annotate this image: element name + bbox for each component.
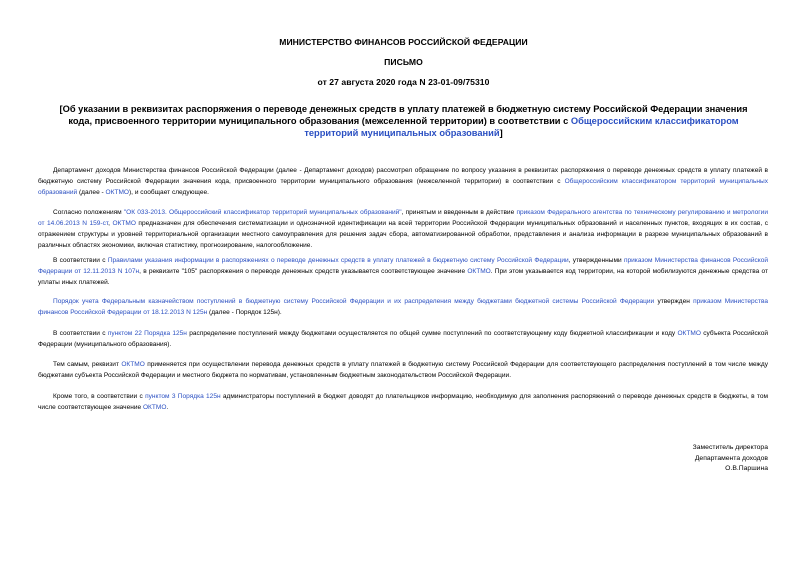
signature-name: О.В.Паршина [725,465,768,473]
ministry-heading: МИНИСТЕРСТВО ФИНАНСОВ РОССИЙСКОЙ ФЕДЕРАЦИИ [279,37,528,47]
paragraph-text: Департамент доходов Министерства финансов Российской Федерации (далее - Департамент доходов) рассмотрел обращение по вопросу указания в реквизитах распоряжения о переводе денежных средств в уплату платежей в бюджетную систему Российской Федерации значения кода, присвоенного территории муниципального образования (межселенной территории) в соответствии с [38,167,768,185]
paragraph-text: (далее - [77,188,106,196]
link-oktmo[interactable]: ОКТМО [105,188,129,196]
paragraph-text: . [166,403,169,411]
link-minfin-order-125n[interactable]: приказом Министерства финансов Российской Федерации от 18.12.2013 N 125н [38,298,768,316]
signature-block [568,443,768,475]
document-title [50,103,757,139]
paragraph-text: Тем самым, реквизит [53,361,122,368]
link-oktmo[interactable]: ОКТМО [121,361,145,368]
link-oktmo-classifier[interactable]: Общероссийским классификатором территорий муниципальных образований [38,177,768,196]
signature-position: Заместитель директора [692,444,768,451]
paragraph-text: применяется при осуществлении перевода денежных средств в уплату платежей в бюджетную систему Российской Федерации для соответствующего распределения поступлений в том числе между бюджетами субъекта Российской Федерации и местного бюджета по нормативам, установленным бюджетным законодательством Российской Федерации. [38,361,768,379]
paragraph-text: ), и сообщает следующее. [129,188,209,196]
paragraph-1 [38,166,768,199]
title-text-end: ] [499,128,503,138]
paragraph-text: , принятым и введенным в действие [401,209,517,216]
paragraph-2 [38,208,768,252]
paragraph-text: , [108,219,113,227]
link-clause-22[interactable]: пунктом 22 Порядка 125н [107,330,187,337]
link-clause-3[interactable]: пунктом 3 Порядка 125н [145,393,221,400]
link-treasury-procedure[interactable]: Порядок учета Федеральным казначейством поступлений в бюджетную систему Российской Федерации и их распределения между бюджетами бюджетной системы Российской Федерации [53,298,655,305]
paragraph-text: , утвержденными [568,257,624,264]
document-type: ПИСЬМО [384,57,423,67]
document-date: от 27 августа 2020 года N 23-01-09/75310 [317,77,490,87]
paragraph-5 [38,329,768,351]
paragraph-text: (далее - Порядок 125н). [207,308,282,316]
paragraph-7 [38,392,768,414]
paragraph-text: , в реквизите "105" распоряжения о переводе денежных средств указывается соответствующее значение [139,267,468,275]
link-payment-rules[interactable]: Правилами указания информации в распоряжениях о переводе денежных средств в уплату платежей в бюджетную систему Российской Федерации [107,257,569,264]
link-oktmo[interactable]: ОКТМО [112,219,136,227]
link-oktmo[interactable]: ОКТМО [677,330,701,337]
link-rosstandart-order[interactable]: приказом Федерального агентства по техническому регулированию и метрологии от 14.06.2013 N 159-ст [38,209,768,227]
link-minfin-order-107n[interactable]: приказом Министерства финансов Российской Федерации от 12.11.2013 N 107н [38,257,768,275]
paragraph-text: Согласно положениям [53,209,124,216]
paragraph-text: утвержден [654,298,694,305]
paragraph-text: В соответствии с [53,330,108,337]
signature-department: Департамента доходов [694,454,768,462]
title-link-oktmo-classifier[interactable]: Общероссийским классификатором территорий муниципальных образований [304,116,739,138]
title-text: [Об указании в реквизитах распоряжения о переводе денежных средств в уплату платежей в бюджетную систему Российской Федерации значения кода, присвоенного территории муниципального образования (межселенной территории) в соответствии с [59,104,748,126]
paragraph-text: субъекта Российской Федерации (муниципального образования). [38,330,768,348]
paragraph-4 [38,297,768,319]
paragraph-text: распределение поступлений между бюджетами осуществляется по общей сумме поступлений по соответствующему коду бюджетной классификации и коду [186,330,678,337]
link-ok-033-2013[interactable]: "ОК 033-2013. Общероссийский классификатор территорий муниципальных образований" [123,209,402,216]
link-oktmo[interactable]: ОКТМО [142,403,167,411]
paragraph-text: администраторы поступлений в бюджет доводят до плательщиков информацию, необходимую для заполнения распоряжений о переводе денежных средств в бюджеты, в том числе соответствующее значение [38,393,768,411]
paragraph-text: предназначен для обеспечения систематизации и однозначной идентификации на всей территории Российской Федерации муниципальных образований и населенных пунктов, входящих в их состав, с отражением структуры и уровней территориальной организации местного самоуправления для решения задач сбора, автоматизированной обработки, представления и анализа информации в разрезе муниципальных образований в различных областях экономики, включая статистику, прогнозирование, налогообложение. [38,219,768,249]
paragraph-text: Кроме того, в соответствии с [53,393,146,400]
paragraph-6 [38,360,768,382]
paragraph-text: В соответствии с [53,257,108,264]
link-oktmo[interactable]: ОКТМО [467,267,491,275]
paragraph-3 [38,256,768,289]
paragraph-text: . При этом указывается код территории, на которой мобилизуются денежные средства от уплаты иных платежей. [38,267,768,286]
